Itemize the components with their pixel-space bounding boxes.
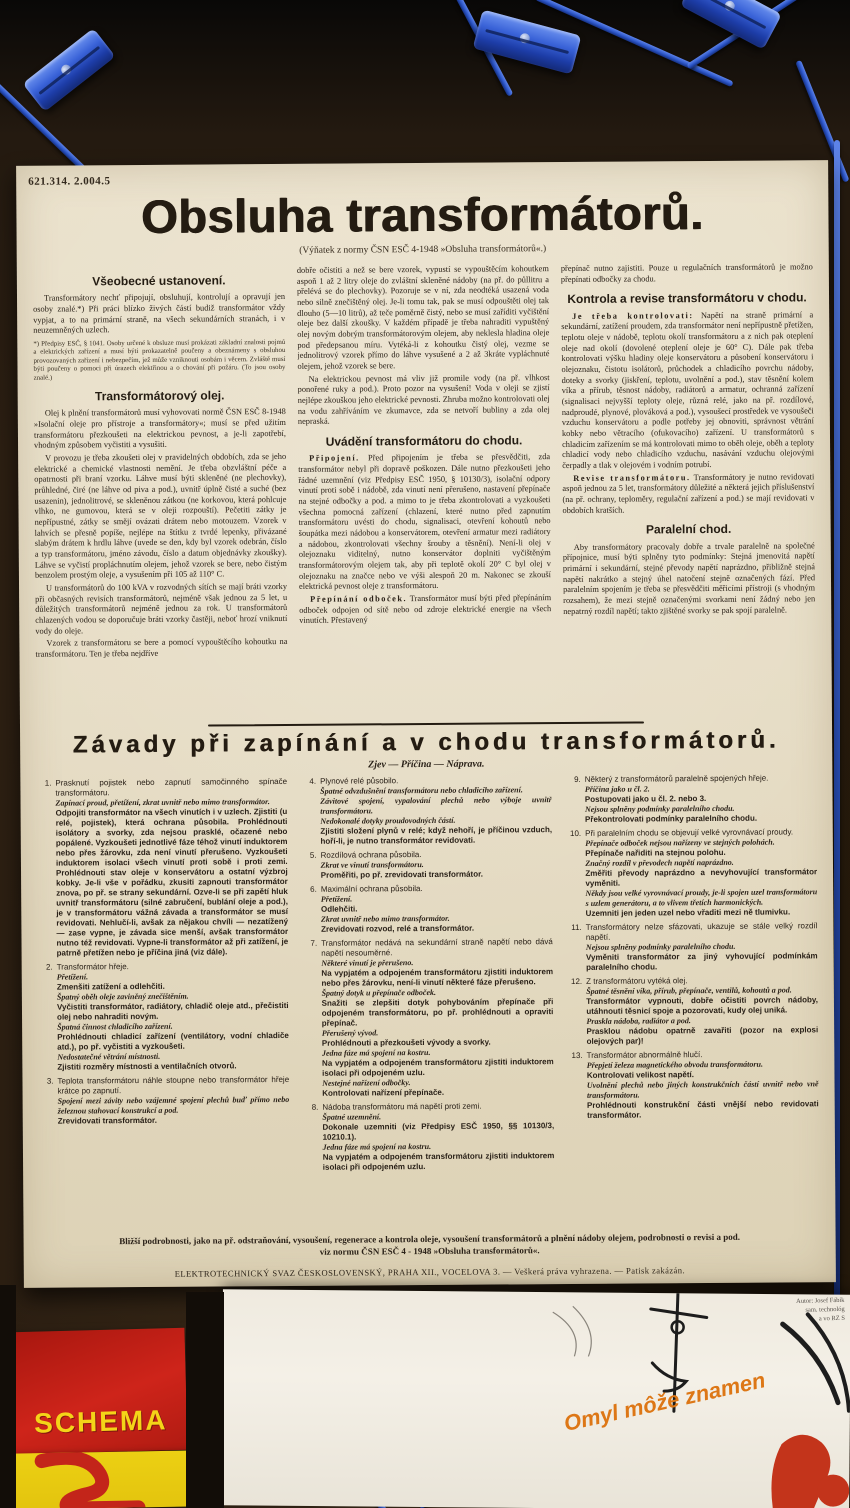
fault-cause: Nedostatečné větrání místnosti. xyxy=(57,1051,161,1062)
fault-number: 1. xyxy=(44,778,52,788)
paragraph-lead: Přepínání odboček. xyxy=(310,594,408,604)
fault-cause: Uvolnění plechů nebo jiných konstrukčních částí uvnitř nebo vně transformátoru. xyxy=(586,1079,819,1100)
clothespin xyxy=(22,28,115,112)
fault-lines xyxy=(322,1101,554,1173)
paragraph: Na elektrickou pevnost má vliv již promile vody (na př. vlhkost ponořené ruky a pod.). Proto pozor na vysušení! Voda v oleji se zjistí nejlépe zkouškou jeho elektrické pevnosti. Zhruba možno kontrolovati olej na vodu zahříváním ve zkumavce, zda se netvoří bubliny a zda olej nepraská. xyxy=(297,372,550,427)
article-col-2 xyxy=(297,264,552,718)
fault-cause: Zapínací proud, přetížení, zkrat uvnitř nebo mimo transformátor. xyxy=(55,797,270,808)
fault-item xyxy=(38,1075,289,1127)
fault-cause: Praskla nádoba, radiátor a pod. xyxy=(586,1016,691,1026)
fault-item xyxy=(302,883,553,935)
fault-lines xyxy=(57,961,289,1073)
fault-cause: Nedokonalé dotyky proudovodných částí. xyxy=(320,815,456,826)
faults-heading: Závady při zapínání a v chodu transformátorů. xyxy=(72,726,780,759)
background-shadow xyxy=(186,1292,224,1508)
paragraph: V provozu je třeba zkoušeti olej v pravidelných obdobích, zda se jeho elektrické a chemické vlastnosti nemění. Je třeba obzvláštní péče a opatrnosti při braní vzorku. Láhve musí býti skleněné (ne plechovky), průhledné, čiré (ne láhve od piva a pod.), uvnitř úplně čisté a suché (bez usazenin), jednolitrové, se skleněnou zátkou (ne korkovou, která pohlcuje vlhko, ne gumovou, která se v oleji rozpouští). Pečetiti zátky je nepřípustné, zátky se smějí ovázati drátem nebo motouzem. Vzorek v lahvích se přesně popíše, nejlépe na štítku z tvrdé lepenky, přivázané slabým drátem k hrdlu láhve (uvede se den, kdy byl vzorek odebrán, číslo a typ transformátoru, jméno závodu, číslo a datum objednávky zkoušky). Láhve se vyčistí propláchnutím olejem, jehož vzorek se bere, nebo čistým benzolem prostým oleje, a vysušením při 105 až 110° C. xyxy=(34,451,287,581)
fault-remedy: Přepínače nařiditi na stejnou polohu. xyxy=(585,847,726,858)
fault-cause: Závitové spojení, vypalování plechů nebo výboje uvnitř transformátoru. xyxy=(320,795,552,816)
fault-remedy: Zjistiti rozměry místnosti a ventilačních otvorů. xyxy=(57,1061,237,1072)
fault-number: 12. xyxy=(570,976,583,986)
fault-cause: Špatné odvzdušnění transformátoru nebo chladicího zařízení. xyxy=(320,785,523,796)
article-col-1 xyxy=(33,266,288,720)
fault-cause: Jedna fáze má spojení na kostru. xyxy=(321,1047,431,1058)
publisher-line: ELEKTROTECHNICKÝ SVAZ ČESKOSLOVENSKÝ, PRAHA XII., VOCELOVA 3. — Veškerá práva vyhrazena. — Patisk zakázán. xyxy=(174,1265,686,1280)
fault-cause: Špatný oběh oleje zaviněný znečištěním. xyxy=(56,991,189,1002)
clothespin xyxy=(473,9,582,74)
poster-title: Obsluha transformátorů. xyxy=(140,186,704,243)
fault-number: 6. xyxy=(310,884,317,894)
fault-number: 4. xyxy=(309,776,317,786)
faults-col-2 xyxy=(301,775,555,1229)
fault-cause: Špatná činnost chladicího zařízení. xyxy=(57,1021,173,1032)
fault-remedy: Překontrolovati podmínky paralelního chodu. xyxy=(584,813,758,824)
fault-remedy: Prasklou nádobu opatrně zavařiti (pozor na explosi olejových par)! xyxy=(586,1025,819,1046)
fault-cause: Špatné těsnění víka, přírub, přepínače, ventilů, kohoutů a pod. xyxy=(586,985,792,996)
footer-note-line2: viz normu ČSN ESČ 4 - 1948 »Obsluha transformátorů«. xyxy=(319,1244,540,1257)
fault-item xyxy=(38,961,289,1073)
fault-number: 2. xyxy=(45,962,53,972)
fault-symptom: Prasknutí pojistek nebo zapnutí samočinného spínače transformátoru. xyxy=(55,776,288,798)
fault-remedy: Na vypjatém a odpojeném transformátoru zjistiti induktorem nebo přes žárovku, není-li vinutí některé fáze přerušeno. xyxy=(321,967,554,988)
author-credits xyxy=(734,1297,845,1326)
fault-remedy: Odlehčiti. xyxy=(320,904,358,914)
fault-lines xyxy=(55,777,288,959)
fault-symptom: Transformátor nedává na sekundární straně napětí nebo dává napětí nesouměrné. xyxy=(321,937,553,958)
article-col-3 xyxy=(561,262,816,716)
fault-number: 3. xyxy=(46,1076,54,1086)
poster-subtitle: (Výňatek z normy ČSN ESČ 4-1948 »Obsluha transformátorů«.) xyxy=(299,244,547,256)
fault-symptom: Teplota transformátoru náhle stoupne nebo transformátor hřeje krátce po zapnutí. xyxy=(57,1074,290,1096)
footer-note-line1: Bližší podrobnosti, jako na př. odstraňování, vysoušení, regenerace a kontrola oleje, vysoušení transformátorů a plnění nádoby olejem, podrobnosti o revisi a pod. xyxy=(119,1231,740,1247)
fault-remedy: Prohlédnouti a přezkoušeti vývody a svorky. xyxy=(321,1037,491,1048)
fault-lines xyxy=(57,1075,289,1127)
fault-item xyxy=(36,777,288,959)
fault-cause: Jedna fáze má spojení na kostru. xyxy=(322,1141,432,1152)
fault-lines xyxy=(586,921,818,973)
credit-line: a vo RZ S xyxy=(818,1314,846,1322)
fault-lines xyxy=(585,773,817,825)
fault-lines xyxy=(586,975,818,1047)
background-poster-schema-panel xyxy=(12,1450,197,1508)
paragraph: Revise transformátoru. Transformátory je nutno revidovati aspoň jednou za 5 let, transformátory důležité a některá jejich příslušenství (na př. ochrany, teploměry, regulační zařízení a pod.) se mají revidovati v obdobích kratších. xyxy=(562,471,815,515)
fault-cause: Spojení mezi závity nebo vzájemné spojení plechů buď přímo nebo železnou stahovací konstrukcí a pod. xyxy=(57,1094,290,1116)
fault-cause: Zkrat uvnitř nebo mimo transformátor. xyxy=(321,913,450,924)
faults-col-3 xyxy=(566,773,820,1227)
fault-symptom: Maximální ochrana působila. xyxy=(320,884,423,894)
paragraph: Je třeba kontrolovati: Napětí na straně primární a sekundární, zatížení proudem, zda transformátor není nepřípustně přetížen, teplotu oleje v nádobě, teplotu okolí transformátoru a z nich pak oteplení oleje nad okolí (dovolené oteplení oleje je 60° C). Dále pak třeba kontrolovati výšku hladiny oleje konservátoru a působení konservátoru i olejoznaku, čistotu isolátorů, průchodek a chladicího povrchu nádoby, doteky a svorky (jiskření, teplotu, uvolnění a pod.), stav těsnění kolem víka a přírub, těsnost nádoby, radiátorů a armatur, ochranná zařízení (signalisaci nejvyšší teploty oleje, různá relé, jako na př. rozdílové, nadproudé, plynové, plováková a pod.), vysoušecí prostředek ve vysoušeči vzduchu konservátoru a podle potřeby jej obnoviti, správnost větrání kobky nebo větracího (ofukovacího) zařízení. U transformátorů s chladicím zařízením se má kontrolovati mimo to oběh oleje, oběh a teploty chladicí vody nebo chladicího vzduchu, nasávání vzduchu olejovými čerpadly a tlak v olejovém i vodním potrubí. xyxy=(561,309,815,471)
transformer-poster xyxy=(16,160,836,1288)
paragraph: U transformátorů do 100 kVA v rozvodných sítích se mají bráti vzorky při občasných revisích transformátorů, nejméně však jednou za 5 let, u důležitých transformátorů nejméně jednou za rok. U transformátorů chlazených vodou se doporučuje bráti vzorky častěji, neboť hrozí vniknutí vody do oleje. xyxy=(35,581,288,636)
paragraph: Aby transformátory pracovaly dobře a trvale paralelně na společné přípojnice, musí býti splněny tyto podmínky: Stejná jmenovitá napětí primární i sekundární, stejné převody napětí naprázdno, přibližně stejná napětí nakrátko a stejný úhel natočení stejně označených fází. Před paralelním spojením je třeba se přesvědčiti měřicími přístroji (s vhodným rozsahem), že mezi stejně označenými svorkami není žádný nebo jen nepatrný rozdíl napětí; takto zjištěné svorky se pak spojí paralelně. xyxy=(562,540,816,616)
paragraph: Olej k plnění transformátorů musí vyhovovati normě ČSN ESČ 8-1948 »Isolační oleje pro přístroje a transformátory«; musí se před užitím transformátoru přezkoušeti na elektrickou pevnost, a je-li zapotřebí, vhodným způsobem vyčistiti a vysušiti. xyxy=(33,407,286,451)
fault-remedy: Kontrolovati velikost napětí. xyxy=(586,1070,694,1080)
fault-symptom: Rozdílová ochrana působila. xyxy=(320,850,422,860)
fault-cause: Nejsou splněny podmínky paralelního chodu. xyxy=(585,941,736,952)
fault-remedy: Postupovati jako u čl. 2. nebo 3. xyxy=(584,794,707,804)
fault-cause: Přetížení. xyxy=(56,972,89,982)
faults-col-1 xyxy=(36,777,290,1231)
fault-remedy: Zrevidovati rozvod, relé a transformátor. xyxy=(321,923,475,934)
fault-remedy: Vyměniti transformátor za jiný vyhovující podmínkám paralelního chodu. xyxy=(585,951,818,972)
article-section xyxy=(33,262,816,719)
fault-number: 10. xyxy=(569,828,582,838)
fault-item xyxy=(302,937,554,1099)
fault-item xyxy=(566,827,817,919)
paragraph: přepínač nutno zajistiti. Pouze u regulačních transformátorů je možno přepínati odbočky za chodu. xyxy=(560,262,813,284)
fault-number: 9. xyxy=(574,774,581,784)
fault-cause: Nestejné nařízení odbočky. xyxy=(322,1078,411,1088)
schema-title: SCHEMA xyxy=(33,1404,168,1439)
fault-remedy: Proměřiti, po př. zrevidovati transformátor. xyxy=(320,869,484,880)
fault-cause: Přerušený vývod. xyxy=(321,1028,379,1038)
fault-lines xyxy=(320,775,552,847)
fault-symptom: Nádoba transformátoru má napětí proti zemi. xyxy=(322,1101,482,1112)
fault-remedy: Zrevidovati transformátor. xyxy=(57,1115,157,1126)
fault-cause: Někdy jsou velké vyrovnávací proudy, je-li spojen uzel transformátoru s uzlem generátoru, a to vlivem třetích harmonických. xyxy=(585,887,818,908)
fault-symptom: Transformátory nelze sfázovati, ukazuje se stále velký rozdíl napětí. xyxy=(585,921,818,942)
section-heading: Všeobecné ustanovení. xyxy=(92,273,226,289)
fault-symptom: Transformátor abnormálně hlučí. xyxy=(586,1050,703,1060)
fault-cause: Některé vinutí je přerušeno. xyxy=(321,958,414,968)
paragraph: Připojení. Před připojením je třeba se přesvědčiti, zda transformátor nebyl při dopravě poškozen. Dále nutno přezkoušeti jeho řádné uzemnění (viz Předpisy ESČ 1950, § 10130/3), isolační odpory vinutí proti sobě i nádobě, zda vinutí není přerušeno, nastavení přepínače na stejné odbočky a pod. a mimo to je třeba zkontrolovati a vyzkoušeti všechna pomocná zařízení (chlazení, které nutno před zapnutím transformátoru uvésti do chodu, signalisaci, otevření kohoutů nebo šoupátka mezi nádobou a konservátorem, otevření armatur mezi radiátory a nádobou, zkontrolovati všechny šrouby a těsnění). Není-li olej v olejoznaku viditelný, nutno konservátor doplniti vyčištěným transformátorovým olejem tak, aby při teplotě okolí 20° C byl olej v olejoznaku na značce nebo ve výši alespoň 20 m. Nakonec se zkouší elektrická pevnost oleje z transformátoru. xyxy=(298,452,551,592)
fault-cause: Přetížení. xyxy=(320,894,353,904)
omyl-caption: Omyl môže znamen xyxy=(561,1367,768,1437)
fault-item xyxy=(303,1101,554,1173)
fault-number: 7. xyxy=(310,938,318,948)
fault-remedy: Transformátor vypnouti, dobře očistiti povrch nádoby, utáhnouti těsnicí spoje a pozorovati, kudy olej uniká. xyxy=(586,995,818,1016)
footer-note xyxy=(40,1231,820,1260)
fault-lines xyxy=(587,1049,819,1121)
fault-lines xyxy=(585,827,817,919)
fault-remedy: Snažiti se zlepšiti dotyk pohybováním přepínače při odpojeném transformátoru, po př. prohlédnouti a opraviti přepínač. xyxy=(321,997,554,1028)
credit-line: Autor: Josef Fábik xyxy=(796,1296,845,1306)
fault-cause: Přepínače odboček nejsou nařízeny ve stejných polohách. xyxy=(585,837,775,848)
fault-cause: Příčina jako u čl. 2. xyxy=(584,784,650,794)
paragraph: Vzorek z transformátoru se bere a pomocí vypouštěcího kohoutku na transformátoru. Ten je třeba nejdříve xyxy=(35,637,288,659)
fault-remedy: Vyčistiti transformátor, radiátory, chladič oleje atd., přečistiti olej nebo nahraditi novým. xyxy=(56,1000,289,1022)
fault-remedy: Na vypjatém a odpojeném transformátoru zjistiti induktorem isolaci při odpojeném uzlu. xyxy=(322,1057,554,1078)
fault-lines xyxy=(321,937,554,1099)
fault-symptom: Z transformátoru vytéká olej. xyxy=(586,976,688,986)
fault-item xyxy=(566,773,817,825)
fault-lines xyxy=(321,849,553,881)
fault-cause: Zkrat ve vinutí transformátoru. xyxy=(320,860,424,870)
classification-code: 621.314. 2.004.5 xyxy=(28,175,111,188)
fault-item xyxy=(568,1049,819,1121)
fault-number: 8. xyxy=(311,1102,319,1112)
fault-remedy: Dokonale uzemniti (viz Předpisy ESČ 1950, §§ 10130/3, 10210.1). xyxy=(322,1121,555,1142)
paragraph: dobře očistiti a než se bere vzorek, vypustí se vypouštěcím kohoutkem aspoň 1 až 2 litry oleje do zvláštní skleněné nádoby (na př. do půllitru a přelévá se do plechovky). Pozoruje se v ní, zda neodtéká usazená voda nebo silně znečištěný olej. Je-li tomu tak, pak se musí odpouštěti olej tak dlouho (5—10 litrů), až teče poměrně čistý, nebo se musí zaříditi vyčištění oleje bez další zkoušky. V každém případě je třeba nahraditi vypuštěný olej novým dobrým transformátorovým olejem, aby neklesla hladina oleje pod předepsanou míru. Vytéká-li z kohoutku čistý olej, vezme se jednolitrový vzorek přímo do láhve vysušené a 2 až 3kráte vypláchnuté olejem, jehož vzorek se bere. xyxy=(296,264,550,371)
faults-section xyxy=(36,773,819,1230)
fault-remedy: Změřiti převody naprázdno a nevyhovující transformátor vyměniti. xyxy=(585,867,818,888)
fault-lines xyxy=(321,883,553,935)
fault-cause: Špatný dotyk u přepínače odboček. xyxy=(321,987,437,998)
fault-symptom: Transformátor hřeje. xyxy=(56,962,129,972)
section-heading: Transformátorový olej. xyxy=(94,388,225,404)
fault-symptom: Některý z transformátorů paralelně spojených hřeje. xyxy=(584,773,769,784)
section-heading: Uvádění transformátoru do chodu. xyxy=(325,433,523,449)
paragraph: Transformátory nechť připojují, obsluhují, kontrolují a opravují jen osoby znalé.*) Při práci blízko živých částí budiž transformátor vždy vypjat, a to na primární straně, na všech sekundárních stranách, i v neuzemněných uzlech. xyxy=(33,292,286,335)
red-figure-shape xyxy=(771,1435,849,1508)
fault-remedy: Zjistiti složení plynů v relé; když nehoří, je příčinou vzduch, hoří-li, je nutno transformátor revidovati. xyxy=(320,825,553,846)
credit-line: sam. technológ xyxy=(805,1305,845,1314)
fault-remedy: Prohlédnouti chladicí zařízení (ventilátory, vodní chladiče atd.), po př. vyčistiti a vyzkoušeti. xyxy=(57,1030,289,1052)
fault-remedy: Odpojiti transformátor na všech vinutích i v uzlech. Zjistiti (u relé, pojistek), která ochrana působila. Prohlédnouti isolátory a svorky, zda nejsou prasklé, očazené nebo popálené. Vyzkoušeti jednotlivé fáze téhož vinutí induktorem nebo přes žárovku, zda není vinutí přerušeno. Vyzkoušeti induktorem isolaci všech vinutí proti sobě i proti zemi. Prohlédnouti stav oleje v konservátoru a ostatní výzbroj kobky. Je-li vše v pořádku, zkusiti zapnouti transformátor znova, po př. se strany sekundární. Ozve-li se při zapětí hluk uvnitř transformátoru (silné zabručení, bublání oleje a pod.), je v transformátoru vážná závada a transformátor se musí revidovati. Nehlučí-li, avšak za nějakou chvíli — nezatížený — zase vypne, je závada sice menší, avšak transformátor nutno též revidovati. Vypne-li transformátor až při zatížení, je patrně přetížen nebo je příčina jiná (viz dále). xyxy=(55,806,289,958)
fault-cause: Přepjetí železa magnetického obvodu transformátoru. xyxy=(586,1059,763,1070)
fault-item xyxy=(302,849,553,881)
fault-number: 13. xyxy=(571,1050,583,1060)
paragraph-lead: Revise transformátoru. xyxy=(573,472,691,483)
faults-subheading: Zjev — Příčina — Náprava. xyxy=(368,758,485,771)
fault-remedy: Uzemniti jen jeden uzel nebo vřaditi mezi ně tlumivku. xyxy=(585,907,791,918)
fault-cause: Nejsou splněny podmínky paralelního chodu. xyxy=(584,803,735,814)
fault-symptom: Při paralelním chodu se objevují velké vyrovnávací proudy. xyxy=(585,827,794,838)
fault-number: 5. xyxy=(309,850,317,860)
fault-item xyxy=(301,775,552,847)
section-heading: Paralelní chod. xyxy=(645,522,732,537)
background-poster-schema xyxy=(12,1328,187,1454)
fault-remedy: Kontrolovati nařízení přepínače. xyxy=(322,1087,445,1098)
paragraph: Přepínání odboček. Transformátor musí býti před přepínáním odboček odpojen od sítě nebo od zdroje elektrické energie na všech vinutích. Přestavený xyxy=(299,593,552,626)
fault-remedy: Na vypjatém a odpojeném transformátoru zjistiti induktorem isolaci při odpojeném uzlu. xyxy=(322,1151,555,1172)
paragraph-lead: Je třeba kontrolovati: xyxy=(572,310,694,321)
footnote: *) Předpisy ESČ, § 1041. Osoby určené k obsluze musí prokázati základní znalosti pojmů a elektrických zařízení a musí býti prokazatelně poučeny a obeznámeny s obsluhou provozovaných zařízení i nebezpečím, jež může vzniknouti osobám i věcem. Zvláště musí býti poučeny o pomoci při úrazech elektřinou a o chování při požáru. (To jsou osoby znalé.) xyxy=(33,338,286,382)
background-shadow xyxy=(0,1285,16,1508)
fault-symptom: Plynové relé působilo. xyxy=(320,776,399,786)
fault-item xyxy=(567,975,818,1047)
red-squiggle-shape xyxy=(12,1450,197,1508)
fault-item xyxy=(567,921,818,973)
section-heading: Kontrola a revise transformátoru v chodu. xyxy=(567,290,807,307)
fault-remedy: Zmenšiti zatížení a odlehčiti. xyxy=(56,981,165,992)
fault-cause: Špatné uzemnění. xyxy=(322,1112,382,1122)
background-poster-white xyxy=(221,1289,850,1508)
paragraph-lead: Připojení. xyxy=(309,453,360,464)
fault-cause: Značný rozdíl v převodech napětí naprázdno. xyxy=(585,857,734,868)
fault-number: 11. xyxy=(571,922,582,932)
fault-remedy: Prohlédnouti konstrukční části vnější nebo revidovati transformátor. xyxy=(586,1099,819,1120)
section-divider xyxy=(208,721,645,726)
